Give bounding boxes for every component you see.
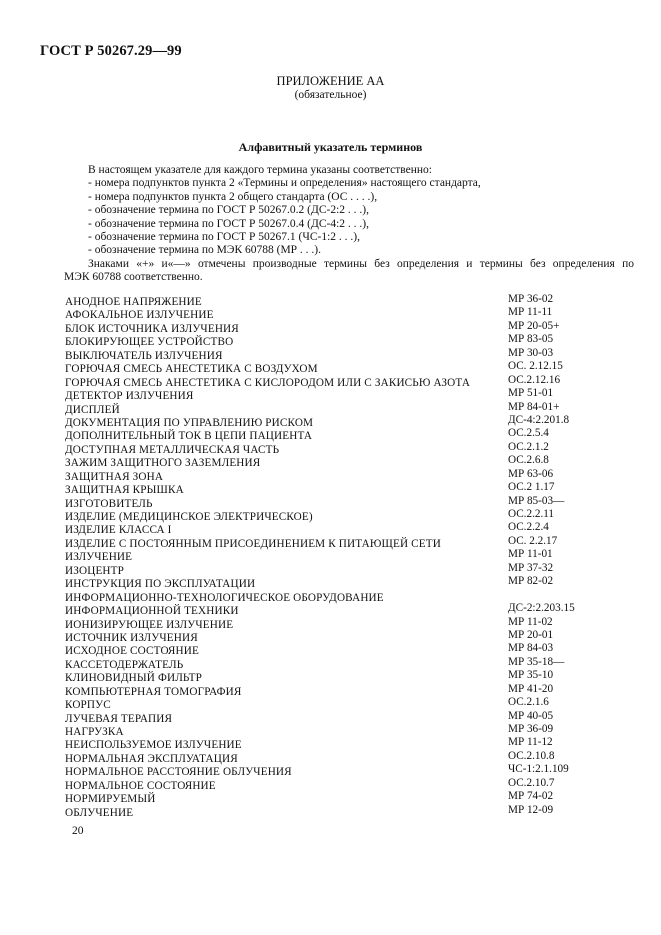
term-code: МР 84-01+ [508,400,560,413]
term-code: МР 84-03 [508,642,554,655]
term-name: ДОПОЛНИТЕЛЬНЫЙ ТОК В ЦЕПИ ПАЦИЕНТА [65,430,313,443]
intro-bullet: - номера подпунктов пункта 2 «Термины и определения» настоящего стандарта, [88,177,481,190]
term-code: МР 83-05 [508,333,554,346]
term-code: ОС.2.5.4 [508,427,549,440]
term-code: МР 35-18— [508,655,565,668]
term-name: ЗАЖИМ ЗАЩИТНОГО ЗАЗЕМЛЕНИЯ [65,457,261,470]
term-name: КОРПУС [65,699,111,712]
term-code: МР 37-32 [508,561,554,574]
term-code: ДС-2:2.203.15 [508,602,575,615]
term-code: МР 20-01 [508,628,554,641]
term-name: ИОНИЗИРУЮЩЕЕ ИЗЛУЧЕНИЕ [65,618,234,631]
term-name: НЕИСПОЛЬЗУЕМОЕ ИЗЛУЧЕНИЕ [65,739,242,752]
term-code: МР 11-02 [508,615,553,628]
term-code: МР 11-12 [508,736,553,749]
term-code: МР 41-20 [508,682,554,695]
page-number: 20 [72,825,84,837]
term-code: ОС.2.2.4 [508,521,549,534]
intro-note: Знаками «+» и«—» отмечены производные термины без определения и термины без определения по [88,257,634,270]
term-name: ДОКУМЕНТАЦИЯ ПО УПРАВЛЕНИЮ РИСКОМ [65,416,314,429]
term-code: ОС.2.12.16 [508,373,561,386]
term-code: ОС.2.2.11 [508,508,555,520]
term-name: ИЗГОТОВИТЕЛЬ [65,497,153,510]
term-code: ОС. 2.12.15 [508,360,563,373]
index-title: Алфавитный указатель терминов [238,140,423,154]
intro-bullet: - обозначение термина по ГОСТ Р 50267.1 (ЧС-1:2 . . .), [88,231,360,244]
standard-header: ГОСТ Р 50267.29—99 [40,43,182,59]
term-code: ДС-4:2.201.8 [508,413,570,426]
term-name: ОБЛУЧЕНИЕ [65,806,134,819]
term-code: МР 40-05 [508,709,554,722]
term-name: ИЗДЕЛИЕ С ПОСТОЯННЫМ ПРИСОЕДИНЕНИЕМ К ПИТАЮЩЕЙ СЕТИ [65,537,441,550]
term-name: КАССЕТОДЕРЖАТЕЛЬ [65,658,184,671]
term-code: ОС.2.10.8 [508,749,555,762]
intro-block [64,164,634,285]
term-code: МР 63-06 [508,467,554,480]
term-name: КЛИНОВИДНЫЙ ФИЛЬТР [65,672,203,685]
intro-bullet: - номера подпунктов пункта 2 общего стандарта (ОС . . . .), [88,190,378,203]
term-name: НАГРУЗКА [65,726,124,738]
term-name: НОРМИРУЕМЫЙ [65,793,156,806]
term-code: МР 74-02 [508,790,554,803]
term-code: ОС.2.6.8 [508,454,549,467]
term-name: КОМПЬЮТЕРНАЯ ТОМОГРАФИЯ [65,685,242,698]
term-name: НОРМАЛЬНОЕ РАССТОЯНИЕ ОБЛУЧЕНИЯ [65,766,292,779]
term-code: ОС.2.1.2 [508,440,549,453]
term-name: ЗАЩИТНАЯ КРЫШКА [65,484,184,497]
term-name: АНОДНОЕ НАПРЯЖЕНИЕ [65,296,202,308]
term-name: ИНФОРМАЦИОННО-ТЕХНОЛОГИЧЕСКОЕ ОБОРУДОВАНИЕ [65,591,384,604]
intro-bullet: - обозначение термина по МЭК 60788 (МР . . .). [88,244,322,257]
terms-index [65,293,625,820]
term-code: МР 11-01 [508,548,553,561]
term-name: ИЗОЦЕНТР [65,564,125,577]
term-code: МР 20-05+ [508,319,560,332]
appendix-note: (обязательное) [294,89,367,101]
term-name: НОРМАЛЬНОЕ СОСТОЯНИЕ [65,779,216,792]
term-name: ДЕТЕКТОР ИЗЛУЧЕНИЯ [65,390,194,403]
term-name: ГОРЮЧАЯ СМЕСЬ АНЕСТЕТИКА С ВОЗДУХОМ [65,363,318,376]
term-code: МР 36-02 [508,293,554,305]
term-code: МР 51-01 [508,387,554,400]
term-name: АФОКАЛЬНОЕ ИЗЛУЧЕНИЕ [65,309,214,322]
term-name: ИСТОЧНИК ИЗЛУЧЕНИЯ [65,631,198,644]
term-name: ИЗДЕЛИЕ КЛАССА I [65,524,172,537]
term-code: ОС.2.10.7 [508,776,555,789]
term-name: БЛОК ИСТОЧНИКА ИЗЛУЧЕНИЯ [65,322,239,335]
intro-lead: В настоящем указателе для каждого термина указаны соответственно: [88,164,432,176]
term-name: ИЗДЕЛИЕ (МЕДИЦИНСКОЕ ЭЛЕКТРИЧЕСКОЕ) [65,511,313,523]
intro-bullet: - обозначение термина по ГОСТ Р 50267.0.2 (ДС-2:2 . . .), [88,204,369,217]
intro-bullet: - обозначение термина по ГОСТ Р 50267.0.4 (ДС-4:2 . . .), [88,217,369,230]
term-name: ГОРЮЧАЯ СМЕСЬ АНЕСТЕТИКА С КИСЛОРОДОМ ИЛИ С ЗАКИСЬЮ АЗОТА [65,376,471,389]
term-code: МР 11-11 [508,306,553,319]
term-row [65,575,625,591]
term-name: ИСХОДНОЕ СОСТОЯНИЕ [65,645,199,658]
term-code: ЧС-1:2.1.109 [508,763,569,776]
term-name: ВЫКЛЮЧАТЕЛЬ ИЗЛУЧЕНИЯ [65,349,223,362]
appendix-title: ПРИЛОЖЕНИЕ АА [276,74,385,88]
term-code: МР 36-09 [508,723,554,735]
term-code: МР 82-02 [508,575,554,588]
term-code: ОС. 2.2.17 [508,534,558,547]
intro-note-cont: МЭК 60788 соответственно. [64,271,203,284]
term-name: ЗАЩИТНАЯ ЗОНА [65,470,164,483]
term-code: МР 30-03 [508,346,554,359]
term-name: БЛОКИРУЮЩЕЕ УСТРОЙСТВО [65,336,234,349]
term-name: ИЗЛУЧЕНИЕ [65,551,133,564]
term-name: ДОСТУПНАЯ МЕТАЛЛИЧЕСКАЯ ЧАСТЬ [65,443,280,456]
term-name: ИНСТРУКЦИЯ ПО ЭКСПЛУАТАЦИИ [65,578,256,591]
term-name: ЛУЧЕВАЯ ТЕРАПИЯ [65,712,173,725]
term-code: ОС.2.1.6 [508,696,549,709]
term-code: МР 12-09 [508,803,554,816]
term-name: ДИСПЛЕЙ [65,403,120,416]
term-name: ИНФОРМАЦИОННОЙ ТЕХНИКИ [65,605,239,618]
term-code: МР 35-10 [508,669,554,682]
term-name: НОРМАЛЬНАЯ ЭКСПЛУАТАЦИЯ [65,752,238,765]
term-code: МР 85-03— [508,494,565,507]
term-code: ОС.2 1.17 [508,481,555,494]
term-row [65,803,625,820]
